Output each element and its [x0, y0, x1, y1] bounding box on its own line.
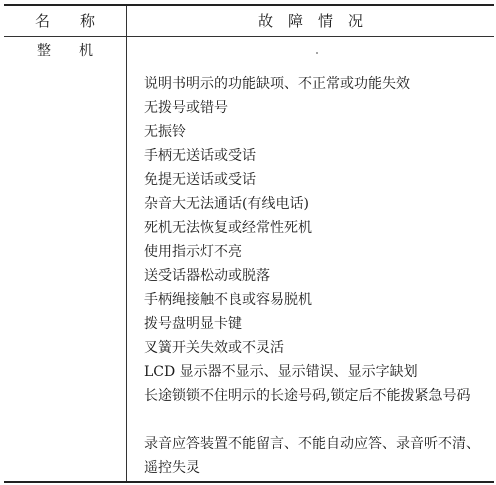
fault-item: 杂音大无法通话(有线电话)	[144, 196, 309, 212]
row-label: 整 机	[37, 43, 93, 59]
column-divider	[126, 6, 127, 481]
fault-item: LCD 显示器不显示、显示错误、显示字缺划	[144, 364, 418, 380]
fault-item: 送受话器松动或脱落	[144, 268, 270, 284]
table-header	[4, 6, 494, 37]
fault-item: 手柄无送话或受话	[144, 148, 256, 164]
fault-item: 死机无法恢复或经常性死机	[144, 220, 312, 236]
header-fault: 故 障 情 况	[257, 12, 363, 30]
fault-item: 长途锁锁不住明示的长途号码,锁定后不能拨紧急号码	[144, 388, 471, 404]
fault-list	[144, 72, 489, 480]
scan-dot	[316, 52, 318, 54]
fault-table	[4, 4, 494, 483]
fault-item: 叉簧开关失效或不灵活	[144, 340, 284, 356]
fault-item: 说明书明示的功能缺项、不正常或功能失效	[144, 76, 410, 92]
fault-item: 手柄绳接触不良或容易脱机	[144, 292, 312, 308]
fault-item: 使用指示灯不亮	[144, 244, 242, 260]
header-name: 名 称	[34, 12, 95, 30]
fault-item: 免提无送话或受话	[144, 172, 256, 188]
fault-item: 录音应答装置不能留言、不能自动应答、录音听不清、遥控失灵	[144, 436, 480, 476]
fault-item: 无振铃	[144, 124, 186, 140]
fault-item: 无拨号或错号	[144, 100, 228, 116]
fault-item: 拨号盘明显卡键	[144, 316, 242, 332]
